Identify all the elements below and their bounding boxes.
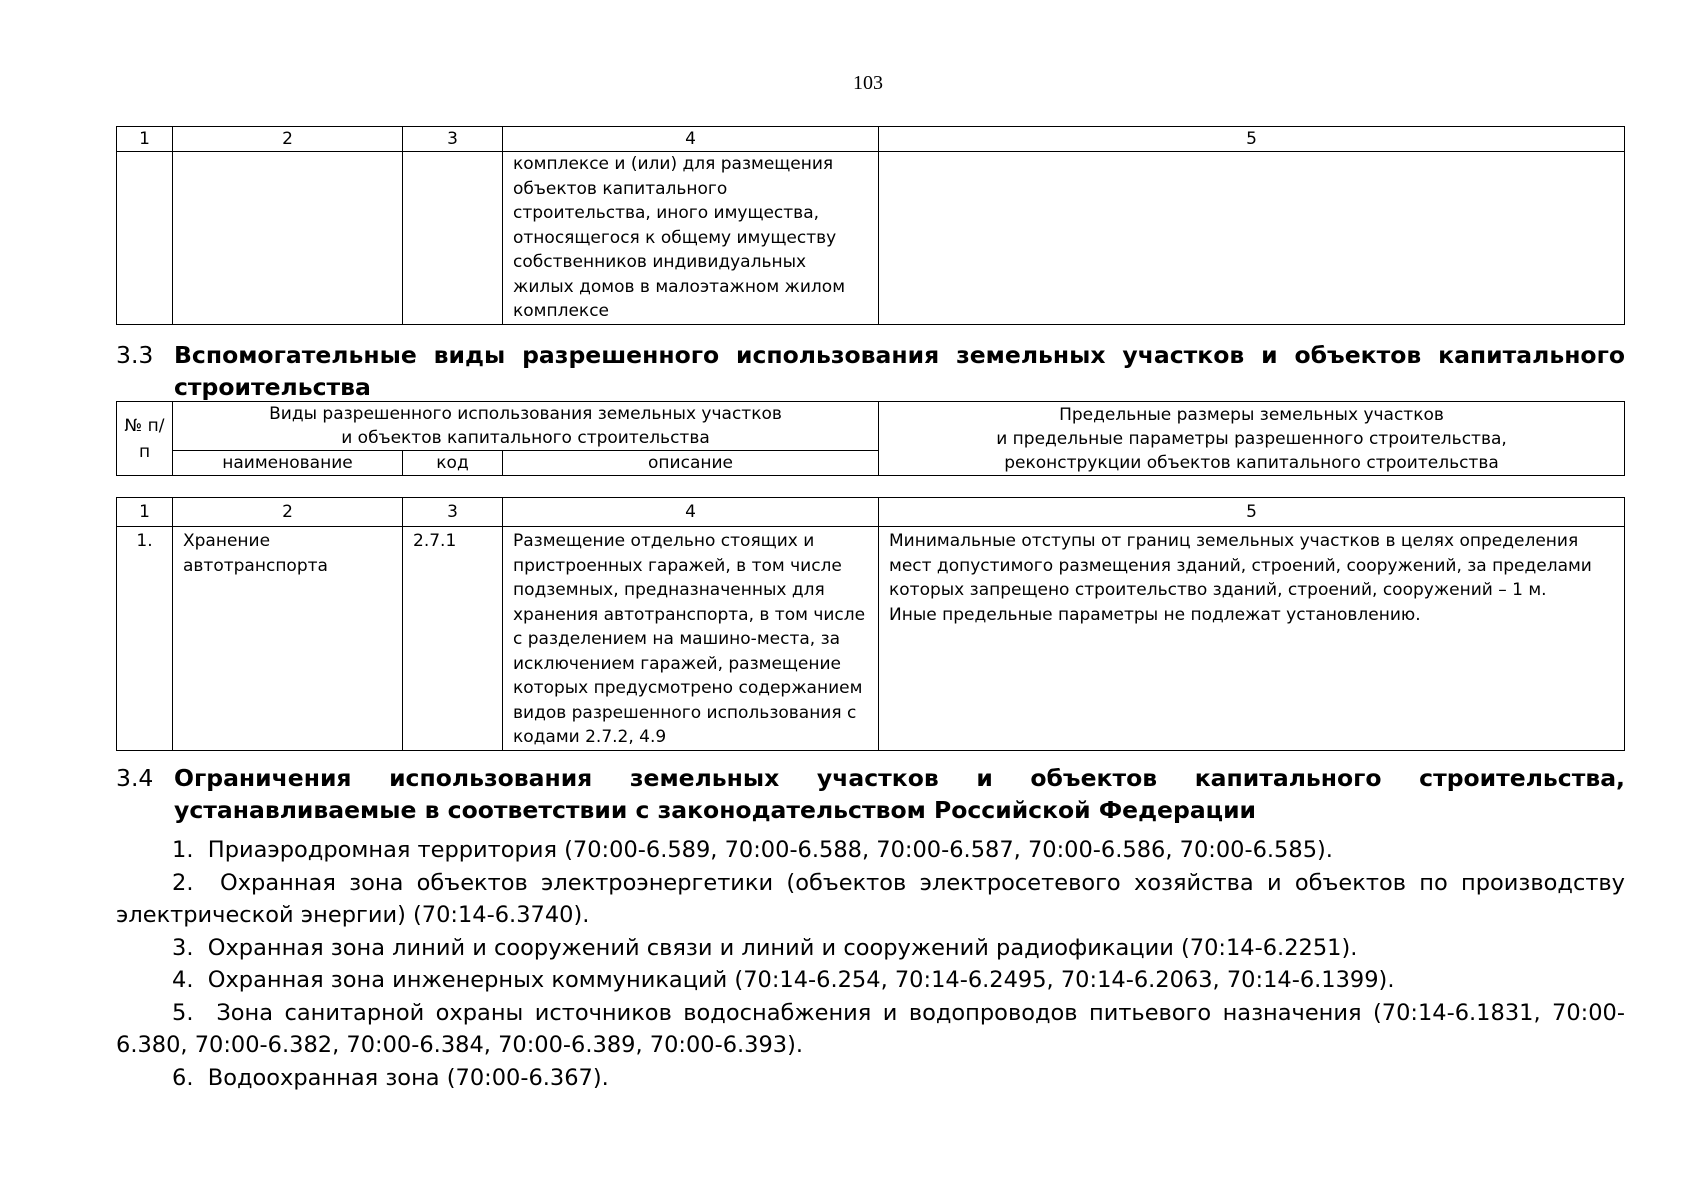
list-item: 5. Зона санитарной охраны источников водоснабжения и водопроводов питьевого назначения (70:14-6.1831, 70:00-6.380, 70:00-6.382, 70:00-6.384, 70:00-6.389, 70:00-6.393). <box>116 999 1625 1058</box>
limits-header <box>879 402 1625 476</box>
column-number: 3 <box>403 127 503 152</box>
section-title: Ограничения использования земельных участков и объектов капитального строительства, устанавливаемые в соответствии с законодательством Российской Федерации <box>174 764 1625 824</box>
list-item: 1. Приаэродромная территория (70:00-6.589, 70:00-6.588, 70:00-6.587, 70:00-6.586, 70:00-6.585). <box>172 837 1333 863</box>
cell-code: 2.7.1 <box>403 527 503 751</box>
table-row <box>117 527 1625 751</box>
description-header: описание <box>503 451 879 476</box>
group-header-line: и объектов капитального строительства <box>341 428 710 448</box>
column-number: 4 <box>503 498 879 527</box>
list-item: 4. Охранная зона инженерных коммуникаций (70:14-6.254, 70:14-6.2495, 70:14-6.2063, 70:14-6.1399). <box>172 967 1395 993</box>
column-number-row <box>117 498 1625 527</box>
section-3-4-heading <box>116 762 1625 826</box>
num-header: № п/п <box>117 402 173 476</box>
cell-limits <box>879 527 1625 751</box>
column-number: 2 <box>173 127 403 152</box>
code-header: код <box>403 451 503 476</box>
limits-header-line: Предельные размеры земельных участков <box>1059 404 1444 425</box>
cell-description: комплексе и (или) для размещения объектов капитального строительства, иного имущества, относящегося к общему имуществу собственников индивидуальных жилых домов в малоэтажном жилом комплексе <box>503 152 879 325</box>
table-row <box>117 152 1625 325</box>
cell-name: Хранение автотранспорта <box>173 527 403 751</box>
list-item: 6. Водоохранная зона (70:00-6.367). <box>172 1064 609 1091</box>
limits-text: Минимальные отступы от границ земельных участков в целях определения мест допустимого размещения зданий, строений, сооружений, за пределами которых запрещено строительство зданий, строений, сооружений – 1 м. <box>889 531 1592 600</box>
limits-header-line: и предельные параметры разрешенного строительства, <box>996 428 1507 449</box>
column-number: 5 <box>879 127 1625 152</box>
column-number: 1 <box>117 127 173 152</box>
section-number: 3.4 <box>116 764 154 792</box>
header-row-1 <box>117 402 1625 451</box>
list-item: 2. Охранная зона объектов электроэнергетики (объектов электросетевого хозяйства и объектов по производству электрической энергии) (70:14-6.3740). <box>116 869 1625 928</box>
restrictions-list <box>116 834 1625 1094</box>
column-number: 4 <box>503 127 879 152</box>
page-number: 103 <box>853 72 883 94</box>
column-number: 3 <box>403 498 503 527</box>
continuation-table <box>116 126 1625 325</box>
limits-header-line: реконструкции объектов капитального строительства <box>1004 452 1499 473</box>
column-number-row <box>117 127 1625 152</box>
cell-code <box>403 152 503 325</box>
cell-num: 1. <box>117 527 173 751</box>
group-header <box>173 402 879 451</box>
column-number: 1 <box>117 498 173 527</box>
group-header-line: Виды разрешенного использования земельных участков <box>269 404 782 424</box>
section-3-3-heading <box>116 339 1625 403</box>
column-number: 5 <box>879 498 1625 527</box>
limits-text: Иные предельные параметры не подлежат установлению. <box>889 604 1421 625</box>
cell-name <box>173 152 403 325</box>
column-number: 2 <box>173 498 403 527</box>
list-item: 3. Охранная зона линий и сооружений связи и линий и сооружений радиофикации (70:14-6.2251). <box>172 934 1358 961</box>
cell-num <box>117 152 173 325</box>
cell-description: Размещение отдельно стоящих и пристроенных гаражей, в том числе подземных, предназначенных для хранения автотранспорта, в том числе с разделением на машино-места, за исключением гаражей, размещение которых предусмотрено содержанием видов разрешенного использования с кодами 2.7.2, 4.9 <box>503 527 879 751</box>
name-header: наименование <box>173 451 403 476</box>
header-table <box>116 401 1625 476</box>
auxiliary-uses-table <box>116 497 1625 751</box>
cell-limits <box>879 152 1625 325</box>
section-number: 3.3 <box>116 341 154 369</box>
section-title: Вспомогательные виды разрешенного использования земельных участков и объектов капитального строительства <box>174 341 1625 401</box>
